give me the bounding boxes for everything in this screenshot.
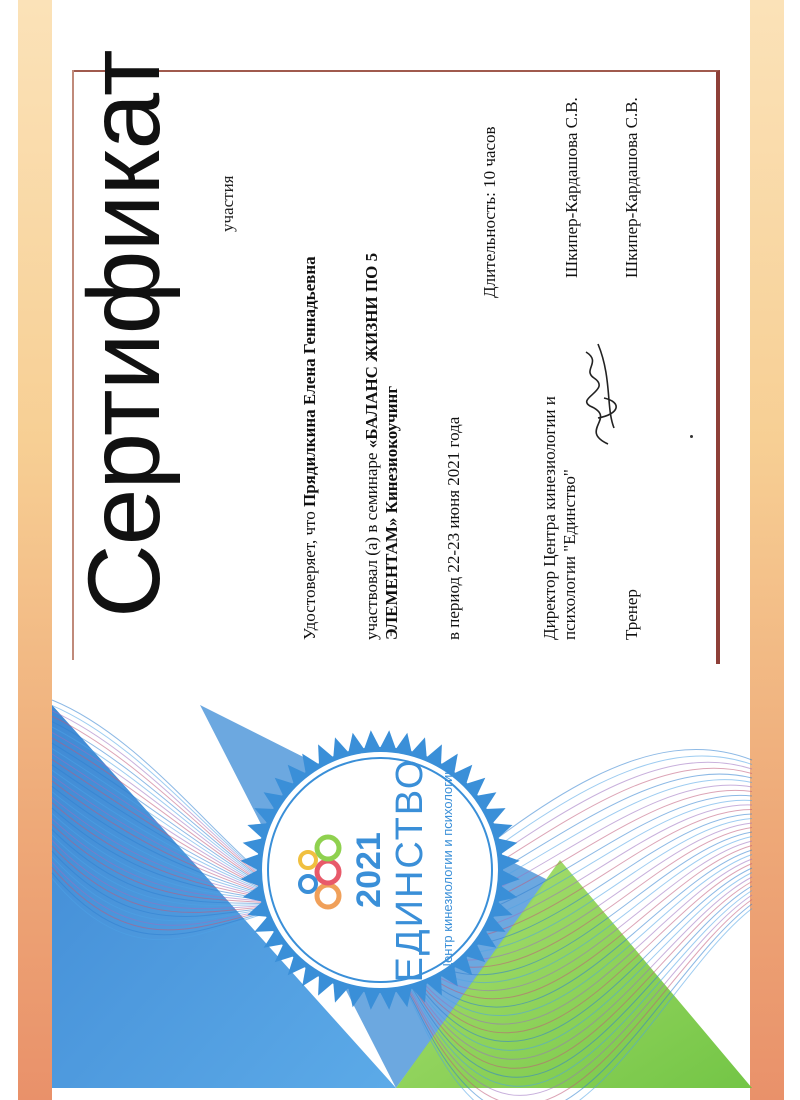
seal-tooth (364, 730, 380, 749)
seal-tooth (380, 730, 396, 749)
trainer-label: Тренер (622, 589, 641, 640)
speck (690, 435, 693, 438)
director-name: Шкипер-Кардашова С.В. (562, 97, 581, 278)
certificate-subtitle: участия (218, 175, 237, 232)
certificate-content (67, 38, 641, 658)
certify-prefix: Удостоверяет, что (300, 507, 319, 640)
signature (568, 338, 628, 448)
seminar-title-1: «БАЛАНС ЖИЗНИ ПО 5 (362, 252, 381, 449)
period-text: в период 22-23 июня 2021 года (444, 416, 463, 640)
seminar-title-2: ЭЛЕМЕНТАМ» Кинезиокоучинг (382, 385, 401, 640)
seminar-prefix: участвовал (а) в семинаре (362, 448, 381, 640)
director-title-line-1: Директор Центра кинезиологии и (540, 396, 559, 640)
trainer-name: Шкипер-Кардашова С.В. (622, 97, 641, 278)
logo-tagline: Центр кинезиологии и психологии (440, 767, 455, 973)
logo-name: ЕДИНСТВО (389, 757, 431, 983)
seminar-line-2 (382, 386, 402, 640)
duration-text: Длительность: 10 часов (480, 126, 499, 298)
logo-year: 2021 (350, 832, 388, 908)
participant-name: Прядилкина Елена Геннадьевна (300, 256, 319, 508)
certify-line (300, 256, 320, 640)
seminar-line-1 (362, 253, 382, 640)
director-title-line-2: психологии "Единство" (560, 469, 579, 640)
certificate-title: Сертификат (67, 50, 181, 618)
